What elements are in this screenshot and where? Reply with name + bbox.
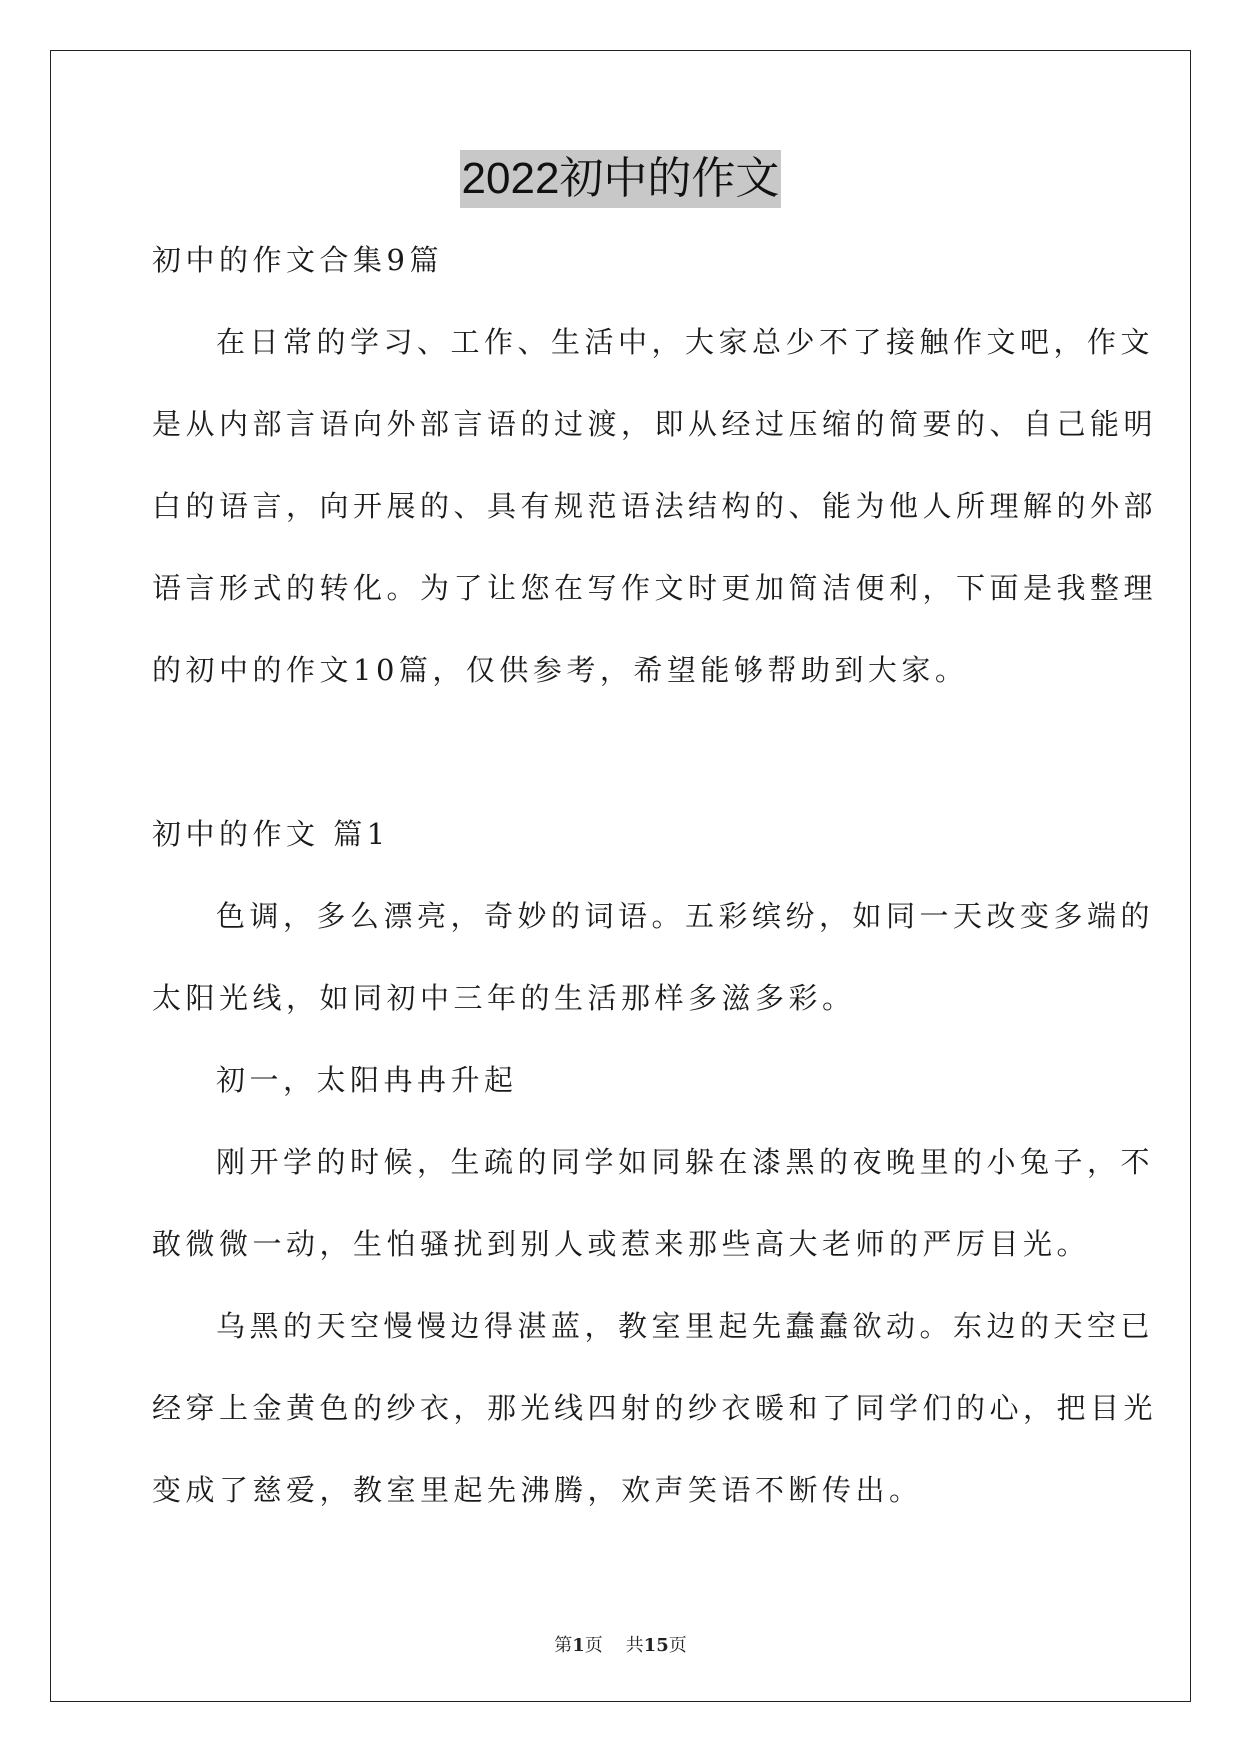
intro-paragraph-line: 白的语言，向开展的、具有规范语法结构的、能为他人所理解的外部 (152, 489, 1158, 523)
section-paragraph-line: 经穿上金黄色的纱衣，那光线四射的纱衣暖和了同学们的心，把目光 (152, 1391, 1158, 1425)
section-paragraph-line: 乌黑的天空慢慢边得湛蓝，教室里起先蠢蠢欲动。东边的天空已 (216, 1309, 1155, 1343)
section-paragraph-line: 刚开学的时候，生疏的同学如同躲在漆黑的夜晚里的小兔子，不 (216, 1145, 1155, 1179)
intro-paragraph-line: 的初中的作文10篇，仅供参考，希望能够帮助到大家。 (152, 653, 969, 687)
intro-heading: 初中的作文合集9篇 (152, 243, 443, 277)
intro-paragraph-line: 语言形式的转化。为了让您在写作文时更加简洁便利，下面是我整理 (152, 571, 1158, 605)
page-suffix: 页 (668, 1635, 687, 1656)
section-spacer (152, 732, 1090, 814)
page-footer (0, 1631, 1241, 1657)
intro-paragraph-line: 是从内部言语向外部言语的过渡，即从经过压缩的简要的、自己能明 (152, 407, 1158, 441)
page-mid: 页 共 (584, 1635, 644, 1656)
page-current: 1 (572, 1635, 585, 1656)
section-paragraph-line: 变成了慈爱，教室里起先沸腾，欢声笑语不断传出。 (152, 1473, 923, 1507)
section-heading: 初中的作文 篇1 (152, 817, 390, 851)
section-subheading: 初一，太阳冉冉升起 (216, 1063, 518, 1097)
page-prefix: 第 (554, 1635, 573, 1656)
section-paragraph-line: 太阳光线，如同初中三年的生活那样多滋多彩。 (152, 981, 856, 1015)
section-paragraph-line: 敢微微一动，生怕骚扰到别人或惹来那些高大老师的严厉目光。 (152, 1227, 1091, 1261)
intro-paragraph-line: 在日常的学习、工作、生活中，大家总少不了接触作文吧，作文 (216, 325, 1155, 359)
document-body (152, 240, 1158, 1552)
title-container (0, 150, 1241, 208)
section-paragraph-line: 色调，多么漂亮，奇妙的词语。五彩缤纷，如同一天改变多端的 (216, 899, 1155, 933)
page-total: 15 (643, 1635, 669, 1656)
document-title: 2022初中的作文 (460, 150, 782, 208)
